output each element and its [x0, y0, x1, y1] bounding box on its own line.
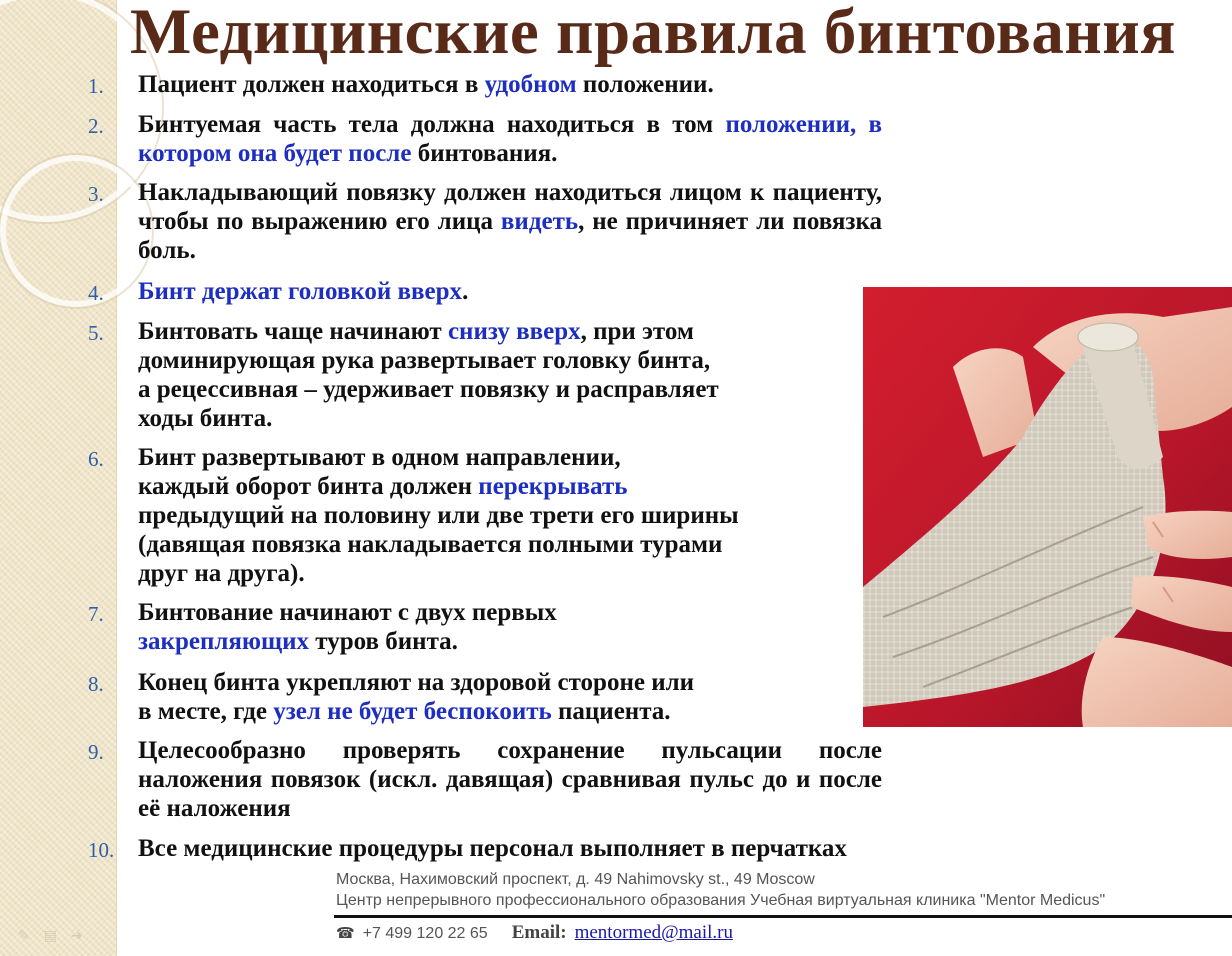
- highlight-text: закрепляющих: [138, 628, 310, 655]
- footer-contacts: [336, 922, 733, 944]
- rule-line: [138, 627, 858, 656]
- rule-text: [138, 834, 882, 863]
- rule-text: [138, 598, 858, 656]
- highlight-text: видеть: [500, 208, 579, 235]
- rule-text-segment: предыдущий на половину или две трети его ширины: [138, 502, 739, 529]
- rule-text-segment: (давящая повязка накладывается полными турами: [138, 531, 723, 558]
- rule-line: [138, 530, 862, 559]
- bandaged-hand-photo: [863, 287, 1232, 727]
- slide-nav-icons[interactable]: [18, 928, 83, 944]
- rule-text: [138, 70, 882, 99]
- highlight-text: перекрывать: [478, 473, 628, 500]
- rule-text-segment: друг на друга).: [138, 560, 305, 587]
- rule-text-segment: доминирующая рука развертывает головку бинта,: [138, 347, 711, 374]
- highlight-text: удобном: [484, 71, 577, 98]
- rule-text: [138, 736, 882, 823]
- rule-text-segment: бинтования.: [411, 140, 558, 167]
- rule-text-segment: ходы бинта.: [138, 405, 273, 432]
- rule-text-segment: Бинтуемая часть тела должна находиться в том: [138, 111, 726, 138]
- rule-text: [138, 277, 838, 306]
- decorative-sidebar: [0, 0, 117, 956]
- footer-divider: [334, 915, 1232, 918]
- rule-text-segment: туров бинта.: [309, 628, 458, 655]
- rule-text-segment: Бинт развертывают в одном направлении,: [138, 444, 621, 471]
- rule-text-segment: каждый оборот бинта должен: [138, 473, 479, 500]
- rule-text-segment: Конец бинта укрепляют на здоровой стороне или: [138, 669, 695, 696]
- item-number: 10.: [88, 838, 115, 862]
- item-number: 6.: [88, 447, 104, 471]
- rule-line: [138, 346, 858, 375]
- rule-text: [138, 317, 858, 433]
- footer-phone: +7 499 120 22 65: [362, 925, 488, 942]
- highlight-text: снизу вверх: [447, 318, 581, 345]
- rule-line: [138, 559, 862, 588]
- menu-icon[interactable]: ▤: [43, 928, 57, 944]
- rule-text-segment: Пациент должен находиться в: [138, 71, 485, 98]
- phone-icon: ☎: [336, 925, 355, 942]
- rule-text-segment: , не причиняет ли повязка боль.: [138, 208, 882, 264]
- rule-text-segment: положении.: [576, 71, 714, 98]
- rule-line: [138, 598, 858, 627]
- rule-line: [138, 472, 862, 501]
- rule-text-segment: а рецессивная – удерживает повязку и расправляет: [138, 376, 719, 403]
- rule-text: [138, 178, 882, 265]
- next-icon[interactable]: ➔: [70, 928, 83, 944]
- rule-text: [138, 443, 862, 588]
- footer-organization: Центр непрерывного профессионального образования Учебная виртуальная клиника "Mentor Medicus": [336, 892, 1106, 909]
- rule-text-segment: пациента.: [551, 698, 671, 725]
- item-number: 4.: [88, 281, 104, 305]
- rule-text: [138, 668, 858, 726]
- rule-text-segment: в месте, где: [138, 698, 274, 725]
- highlight-text: положении, в котором она будет после: [138, 111, 882, 167]
- rule-line: [138, 404, 858, 433]
- rule-text-segment: Целесообразно проверять сохранение пульсации после наложения повязок (искл. давящая) сравнивая пульс до и после её наложения: [138, 737, 882, 822]
- email-link[interactable]: mentormed@mail.ru: [574, 922, 733, 943]
- rule-text-segment: , при этом: [580, 318, 694, 345]
- rule-text-segment: Бинтовать чаще начинают: [138, 318, 448, 345]
- decorative-ring: [0, 155, 152, 307]
- email-label: Email:: [511, 922, 567, 943]
- page-title: Медицинские правила бинтования: [130, 0, 1176, 68]
- rule-line: [138, 317, 858, 346]
- item-number: 3.: [88, 182, 104, 206]
- item-number: 5.: [88, 321, 104, 345]
- highlight-text: узел не будет беспокоить: [273, 698, 552, 725]
- rule-line: [138, 443, 862, 472]
- rule-text: [138, 110, 882, 168]
- item-number: 8.: [88, 672, 104, 696]
- item-number: 2.: [88, 114, 104, 138]
- footer-address: Москва, Нахимовский проспект, д. 49 Nahimovsky st., 49 Moscow: [336, 871, 815, 888]
- highlight-text: Бинт держат головкой вверх: [138, 278, 463, 305]
- pen-icon[interactable]: ✎: [18, 928, 30, 944]
- rule-line: [138, 501, 862, 530]
- rule-text-segment: .: [462, 278, 469, 305]
- rule-line: [138, 375, 858, 404]
- item-number: 9.: [88, 740, 104, 764]
- rule-text-segment: Все медицинские процедуры персонал выполняет в перчатках: [138, 835, 847, 862]
- rule-text-segment: Накладывающий повязку должен находиться лицом к пациенту, чтобы по выражению его лица: [138, 179, 882, 235]
- rule-line: [138, 697, 858, 726]
- item-number: 1.: [88, 74, 104, 98]
- rule-text-segment: Бинтование начинают с двух первых: [138, 599, 557, 626]
- item-number: 7.: [88, 602, 104, 626]
- rule-line: [138, 668, 858, 697]
